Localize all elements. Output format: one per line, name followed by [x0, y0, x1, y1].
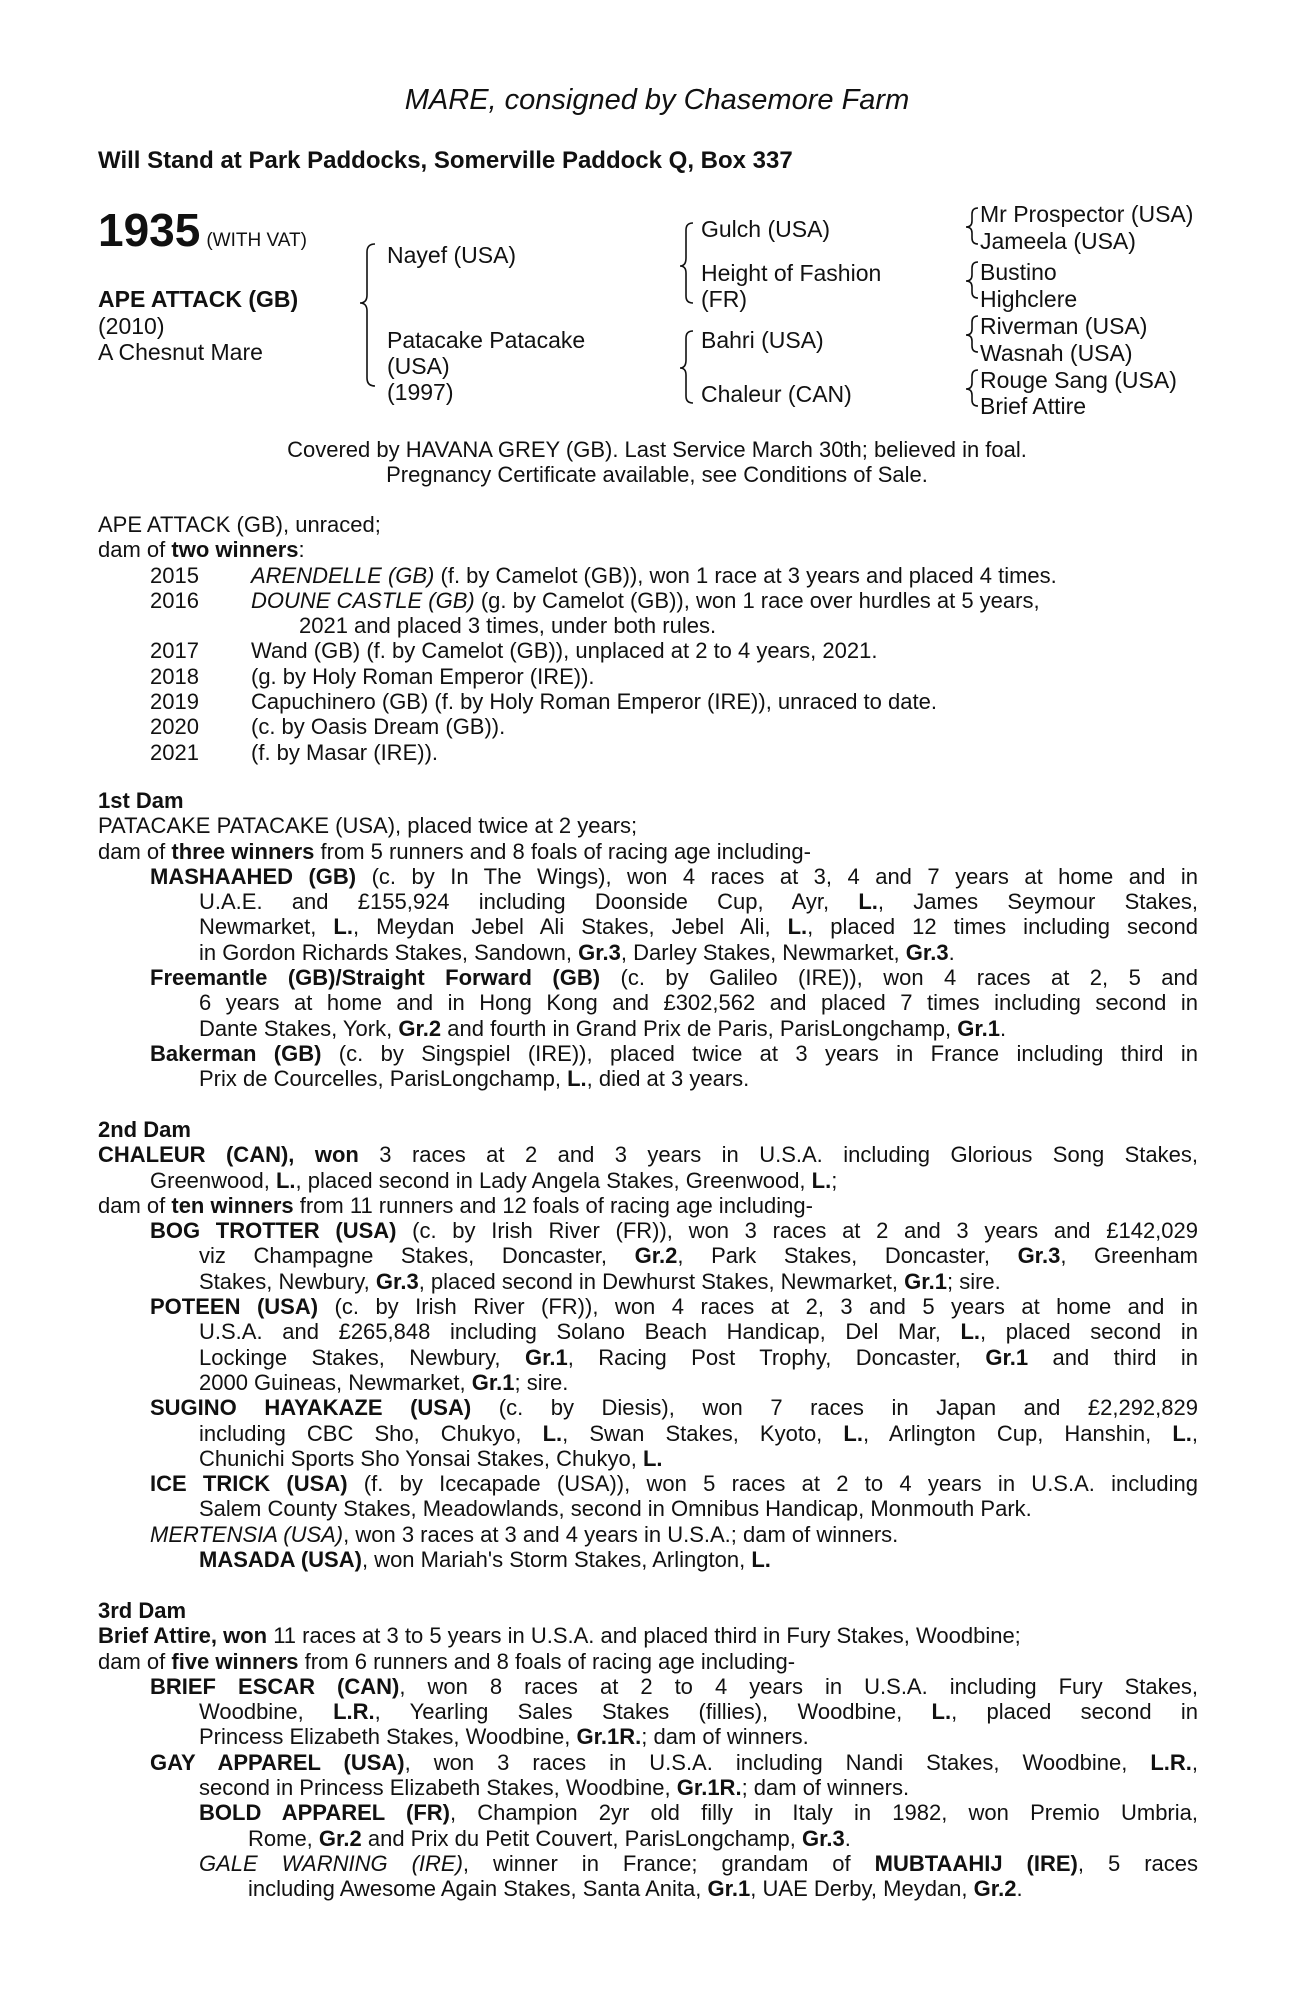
progeny-line [98, 1066, 1198, 1091]
progeny-line [98, 1345, 1198, 1370]
progeny-line [98, 889, 1198, 914]
produce-row [98, 588, 1198, 613]
horse-year: (2010) [98, 313, 165, 339]
text: Lockinge Stakes, Newbury, [199, 1344, 525, 1370]
text: , won 3 races at 3 and 4 years in U.S.A.; dam of winners. [343, 1521, 899, 1547]
progeny-line [98, 1876, 1198, 1901]
grade: Gr.2 [634, 1243, 678, 1269]
text: . [1016, 1876, 1023, 1902]
progeny-line: 6 years at home and in Hong Kong and £302,562 and placed 7 times including second in [199, 990, 1198, 1016]
pedigree-sire: Nayef (USA) [387, 242, 517, 268]
text: , won 8 races at 2 to 4 years in U.S.A. including Fury Stakes, [399, 1673, 1198, 1699]
grade: L. [567, 1066, 587, 1092]
mare-summary: APE ATTACK (GB), unraced; [98, 512, 381, 537]
text: and fourth in Grand Prix de Paris, ParisLongchamp, [441, 1015, 958, 1041]
grade: L. [858, 889, 878, 915]
progeny-line [98, 1395, 1198, 1420]
text: Dante Stakes, York, [199, 1015, 399, 1041]
text: ; sire. [946, 1268, 1001, 1294]
text: , Park Stakes, Doncaster, [677, 1243, 1018, 1269]
text: ; dam of winners. [741, 1775, 910, 1801]
text: (c. by Diesis), won 7 races in Japan and £2,292,829 [471, 1395, 1198, 1421]
text: : [298, 537, 305, 563]
text: dam of [98, 838, 172, 864]
text: (f. by Icecapade (USA)), won 5 races at 2 to 4 years in U.S.A. including [347, 1471, 1198, 1497]
produce-name: DOUNE CASTLE (GB) [251, 587, 475, 613]
grade: L. [1172, 1420, 1192, 1446]
horse-description: A Chesnut Mare [98, 339, 263, 365]
second-dam-section [98, 1117, 1198, 1572]
grade: L. [811, 1167, 832, 1193]
grade: Gr.1 [957, 1015, 1001, 1041]
text: , Swan Stakes, Kyoto, [562, 1420, 844, 1446]
text: Chunichi Sports Sho Yonsai Stakes, Chukyo, [199, 1445, 643, 1471]
text: , [1191, 1749, 1198, 1775]
dam-summary [98, 1142, 1198, 1167]
dam-summary [98, 1623, 1198, 1648]
text: and Prix du Petit Couvert, ParisLongchamp, [361, 1825, 802, 1851]
dam-summary: PATACAKE PATACAKE (USA), placed twice at 2 years; [98, 813, 638, 839]
text: 11 races at 3 to 5 years in U.S.A. and placed third in Fury Stakes, Woodbine; [267, 1623, 1021, 1649]
grade: Gr.2 [973, 1876, 1017, 1902]
text: 3 races at 2 and 3 years in U.S.A. including Glorious Song Stakes, [358, 1142, 1198, 1168]
produce-year: 2015 [150, 562, 199, 588]
grade: Gr.1 [904, 1268, 947, 1294]
text: , placed second in Dewhurst Stakes, Newmarket, [418, 1268, 905, 1294]
progeny-line [98, 1471, 1198, 1496]
produce-section [98, 512, 1198, 765]
pedigree-ddd: Brief Attire [980, 393, 1087, 419]
pedigree-sire-dam-line1: Height of Fashion [701, 260, 882, 286]
text: Stakes, Newbury, [199, 1268, 376, 1294]
text: (c. by Singspiel (IRE)), placed twice at 3 years in France including third in [321, 1040, 1198, 1066]
progeny-name: BOG TROTTER (USA) [150, 1218, 397, 1244]
produce-text: (g. by Holy Roman Emperor (IRE)). [251, 663, 595, 689]
progeny-line [98, 1218, 1198, 1243]
progeny-line [98, 1851, 1198, 1876]
progeny-line [98, 1800, 1198, 1825]
page-title: MARE, consigned by Chasemore Farm [404, 84, 910, 116]
text: . [948, 939, 955, 965]
pedigree-sss: Mr Prospector (USA) [980, 201, 1194, 227]
produce-row [98, 638, 1198, 663]
mare-dam-of [98, 537, 1198, 562]
progeny-name: ICE TRICK (USA) [150, 1471, 348, 1497]
text: , UAE Derby, Meydan, [750, 1876, 974, 1902]
text: (c. by Irish River (FR)), won 4 races at 2, 3 and 5 years at home and in [318, 1294, 1198, 1320]
text: 2000 Guineas, Newmarket, [199, 1369, 472, 1395]
pedigree-sdd: Highclere [980, 286, 1078, 312]
grade: Gr.2 [398, 1015, 442, 1041]
covered-line1: Covered by HAVANA GREY (GB). Last Service March 30th; believed in foal. [287, 437, 1027, 462]
progeny-line [98, 1547, 1198, 1572]
produce-text: (c. by Oasis Dream (GB)). [251, 714, 506, 740]
progeny-line [98, 1699, 1198, 1724]
text: including Awesome Again Stakes, Santa Anita, [248, 1876, 708, 1902]
produce-row [98, 664, 1198, 689]
grade: L. [787, 914, 808, 940]
produce-name: ARENDELLE (GB) [251, 562, 435, 588]
text: dam of [98, 1648, 172, 1674]
text: , Champion 2yr old filly in Italy in 1982, won Premio Umbria, [449, 1800, 1198, 1826]
text: dam of [98, 537, 172, 563]
progeny-line [98, 940, 1198, 965]
produce-text: 2021 and placed 3 times, under both rules. [299, 613, 717, 639]
pedigree-dds: Rouge Sang (USA) [980, 367, 1177, 393]
text: , won 3 races in U.S.A. including Nandi Stakes, Woodbine, [404, 1749, 1151, 1775]
grade: Gr.3 [578, 939, 621, 965]
progeny-line [98, 1269, 1198, 1294]
produce-row [98, 740, 1198, 765]
third-dam-section [98, 1598, 1198, 1902]
pedigree-dam-line3: (1997) [387, 379, 454, 405]
pedigree-sire-dam-line2: (FR) [701, 286, 747, 312]
grade: L. [931, 1699, 952, 1725]
first-dam-section [98, 788, 1198, 1092]
dam-summary-cont [98, 1168, 1198, 1193]
pedigree-sire-sire: Gulch (USA) [701, 216, 831, 242]
horse-name: APE ATTACK (GB) [98, 286, 299, 312]
section-heading: 3rd Dam [98, 1598, 187, 1623]
text: , Arlington Cup, Hanshin, [862, 1420, 1173, 1446]
text: , Greenham [1060, 1243, 1198, 1269]
produce-year: 2020 [150, 714, 199, 740]
text: , Yearling Sales Stakes (fillies), Woodbine, [374, 1699, 932, 1725]
winners-count: three winners [171, 838, 315, 864]
text: Rome, [248, 1825, 319, 1851]
progeny-name: SUGINO HAYAKAZE (USA) [150, 1395, 472, 1421]
pedigree-dsd: Wasnah (USA) [980, 340, 1133, 366]
produce-row [98, 563, 1198, 588]
grade: L. [843, 1420, 863, 1446]
progeny-line [98, 1243, 1198, 1268]
covered-line2: Pregnancy Certificate available, see Conditions of Sale. [386, 462, 928, 487]
progeny-line [98, 1421, 1198, 1446]
progeny-name: MUBTAAHIJ (IRE) [874, 1850, 1078, 1876]
text: U.S.A. and £265,848 including Solano Beach Handicap, Del Mar, [199, 1319, 961, 1345]
progeny-line [98, 864, 1198, 889]
text: , James Seymour Stakes, [877, 889, 1198, 915]
text: , [1191, 1420, 1198, 1446]
progeny-name: GAY APPAREL (USA) [150, 1749, 405, 1775]
text: . [1000, 1015, 1007, 1041]
text: U.A.E. and £155,924 including Doonside Cup, Ayr, [199, 889, 859, 915]
progeny-line [98, 1522, 1198, 1547]
grade: Gr.3 [801, 1825, 845, 1851]
grade: L.R. [333, 1699, 375, 1725]
text: including CBC Sho, Chukyo, [199, 1420, 543, 1446]
pedigree-ssd: Jameela (USA) [980, 228, 1136, 254]
grade: L. [333, 914, 353, 940]
text: , placed 12 times including second [807, 914, 1198, 940]
grade: Gr.3 [1017, 1243, 1061, 1269]
progeny-line [98, 914, 1198, 939]
text: (c. by In The Wings), won 4 races at 3, 4 and 7 years at home and in [356, 863, 1198, 889]
text: viz Champagne Stakes, Doncaster, [199, 1243, 635, 1269]
progeny-line [98, 1446, 1198, 1471]
produce-year: 2019 [150, 689, 199, 715]
progeny-line [98, 1826, 1198, 1851]
progeny-name: Freemantle (GB)/Straight Forward (GB) [150, 965, 601, 991]
pedigree-dam-sire: Bahri (USA) [701, 327, 824, 353]
progeny-name: MERTENSIA (USA) [150, 1521, 344, 1547]
pedigree-dss: Riverman (USA) [980, 313, 1148, 339]
progeny-line [98, 1294, 1198, 1319]
progeny-name: GALE WARNING (IRE) [199, 1850, 463, 1876]
progeny-line [98, 1319, 1198, 1344]
winners-count: ten winners [171, 1192, 294, 1218]
progeny-line [98, 965, 1198, 990]
dam-of-line [98, 1193, 1198, 1218]
text: . [844, 1825, 851, 1851]
grade: L. [542, 1420, 563, 1446]
text: , placed second in [951, 1699, 1198, 1725]
text: , Meydan Jebel Ali Stakes, Jebel Ali, [352, 914, 788, 940]
produce-text: Capuchinero (GB) (f. by Holy Roman Emperor (IRE)), unraced to date. [251, 689, 937, 715]
progeny-line [98, 1370, 1198, 1395]
text: , Darley Stakes, Newmarket, [620, 939, 906, 965]
produce-row-cont [98, 613, 1198, 638]
section-heading: 2nd Dam [98, 1117, 191, 1142]
progeny-name: MASADA (USA) [199, 1547, 362, 1573]
grade: Gr.1 [985, 1344, 1029, 1370]
grade: Gr.1 [707, 1876, 751, 1902]
progeny-line [98, 1775, 1198, 1800]
grade: Gr.3 [905, 939, 949, 965]
progeny-line [98, 1750, 1198, 1775]
grade: L. [275, 1167, 296, 1193]
produce-text: (f. by Masar (IRE)). [251, 739, 439, 765]
dam-of-line [98, 1649, 1198, 1674]
produce-year: 2017 [150, 638, 199, 664]
produce-year: 2016 [150, 587, 199, 613]
text: ; dam of winners. [641, 1724, 809, 1750]
produce-year: 2018 [150, 663, 199, 689]
progeny-name: Bakerman (GB) [150, 1040, 322, 1066]
progeny-name: BRIEF ESCAR (CAN) [150, 1673, 400, 1699]
text: , Racing Post Trophy, Doncaster, [567, 1344, 986, 1370]
pedigree-dam-dam: Chaleur (CAN) [701, 381, 852, 407]
pedigree-dam-line2: (USA) [387, 353, 450, 379]
progeny-line [98, 1724, 1198, 1749]
text: from 11 runners and 12 foals of racing age including- [293, 1192, 813, 1218]
text: Woodbine, [199, 1699, 334, 1725]
text: Princess Elizabeth Stakes, Woodbine, [199, 1724, 577, 1750]
text: , winner in France; grandam of [462, 1850, 875, 1876]
grade: Gr.2 [318, 1825, 362, 1851]
grade: Gr.1 [524, 1344, 568, 1370]
progeny-line [98, 1674, 1198, 1699]
text: and third in [1028, 1344, 1198, 1370]
text: , won Mariah's Storm Stakes, Arlington, [361, 1547, 752, 1573]
progeny-name: POTEEN (USA) [150, 1294, 319, 1320]
progeny-line [98, 1041, 1198, 1066]
produce-text: (g. by Camelot (GB)), won 1 race over hurdles at 5 years, [474, 587, 1040, 613]
dam-name: CHALEUR (CAN) [98, 1142, 289, 1168]
grade: L. [751, 1547, 771, 1573]
produce-row [98, 689, 1198, 714]
grade: Gr.3 [375, 1268, 419, 1294]
grade: L. [960, 1319, 981, 1345]
text: ; [831, 1167, 838, 1193]
progeny-name: BOLD APPAREL (FR) [199, 1800, 450, 1826]
grade: Gr.1 [471, 1369, 515, 1395]
text: (c. by Galileo (IRE)), won 4 races at 2, 5 and [600, 965, 1198, 991]
text: ; sire. [514, 1369, 569, 1395]
progeny-line: Salem County Stakes, Meadowlands, second in Omnibus Handicap, Monmouth Park. [199, 1496, 1032, 1522]
pedigree-dam-line1: Patacake Patacake [387, 327, 586, 353]
text: in Gordon Richards Stakes, Sandown, [199, 939, 579, 965]
text: , placed second in Lady Angela Stakes, Greenwood, [295, 1167, 812, 1193]
pedigree-sds: Bustino [980, 259, 1057, 285]
progeny-name: MASHAAHED (GB) [150, 863, 357, 889]
text: , placed second in [980, 1319, 1199, 1345]
text: Greenwood, [150, 1167, 276, 1193]
text: , won [288, 1142, 359, 1168]
text: (c. by Irish River (FR)), won 3 races at 2 and 3 years and £142,029 [396, 1218, 1198, 1244]
produce-text: Wand (GB) (f. by Camelot (GB)), unplaced at 2 to 4 years, 2021. [251, 638, 878, 664]
text: , 5 races [1077, 1850, 1198, 1876]
winners-count: two winners [171, 537, 299, 563]
text: dam of [98, 1192, 172, 1218]
winners-count: five winners [171, 1648, 299, 1674]
text: , won [210, 1623, 268, 1649]
grade: L. [642, 1445, 663, 1471]
produce-row [98, 714, 1198, 739]
text: Newmarket, [199, 914, 334, 940]
text: , died at 3 years. [586, 1066, 750, 1092]
dam-name: Brief Attire [98, 1623, 211, 1649]
produce-text: (f. by Camelot (GB)), won 1 race at 3 years and placed 4 times. [434, 562, 1057, 588]
grade: Gr.1R. [676, 1775, 742, 1801]
produce-year: 2021 [150, 739, 199, 765]
text: from 5 runners and 8 foals of racing age including- [314, 838, 811, 864]
grade: Gr.1R. [576, 1724, 642, 1750]
text: Prix de Courcelles, ParisLongchamp, [199, 1066, 568, 1092]
section-heading: 1st Dam [98, 788, 184, 813]
vat-note: (WITH VAT) [206, 230, 307, 251]
text: from 6 runners and 8 foals of racing age including- [298, 1648, 796, 1674]
stand-location: Will Stand at Park Paddocks, Somerville Paddock Q, Box 337 [98, 147, 793, 174]
text: second in Princess Elizabeth Stakes, Woodbine, [199, 1775, 677, 1801]
progeny-line [98, 1016, 1198, 1041]
lot-number-value: 1935 [98, 204, 201, 256]
dam-of-line [98, 839, 1198, 864]
grade: L.R. [1150, 1749, 1192, 1775]
